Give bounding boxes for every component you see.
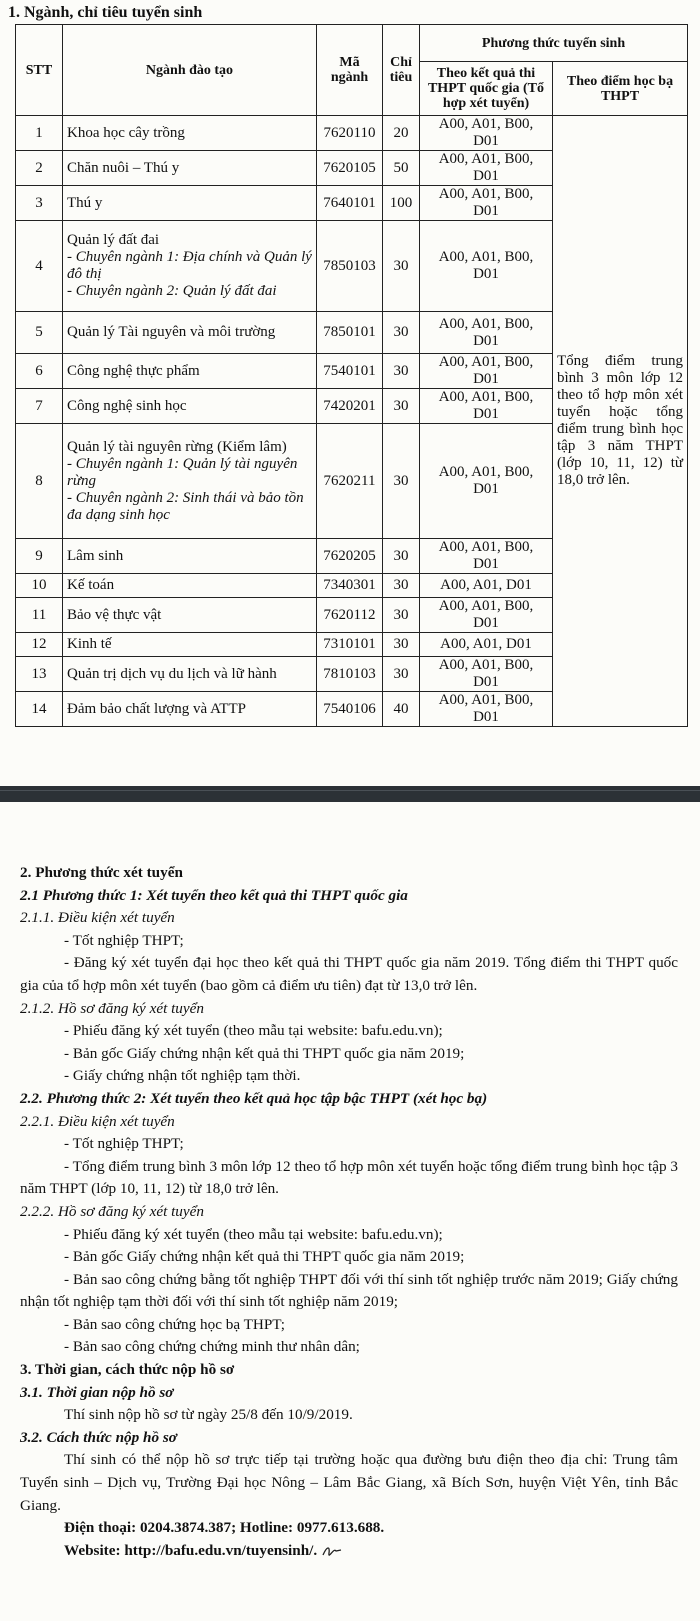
header-nganh: Ngành đào tạo [63, 25, 317, 116]
row-combo: A00, A01, B00, D01 [420, 539, 553, 574]
row-combo: A00, A01, B00, D01 [420, 312, 553, 354]
row-combo: A00, A01, B00, D01 [420, 692, 553, 727]
row-stt: 6 [16, 354, 63, 389]
row-quota: 30 [383, 633, 420, 657]
row-quota: 30 [383, 354, 420, 389]
row-name [63, 692, 317, 727]
method-2-1-item: - Tổng điểm trung bình 3 môn lớp 12 theo tổ hợp môn xét tuyển hoặc tổng điểm trung bình học tập 3 năm THPT (lớp 10, 11, 12) từ 18,0 trở lên. [20, 1157, 678, 1198]
row-name [63, 657, 317, 692]
row-name-text: Thú y [67, 194, 103, 211]
row-quota: 30 [383, 657, 420, 692]
row-code: 7850101 [317, 312, 383, 354]
method-1-1-item: - Đăng ký xét tuyển đại học theo kết quả thi THPT quốc gia năm 2019. Tổng điểm thi THPT quốc gia của tổ hợp môn xét tuyển (bao gồm cả điểm ưu tiên) đạt từ 13,0 trở lên. [20, 954, 678, 994]
row-name-text: Kinh tế [67, 636, 112, 652]
row-name [63, 116, 317, 151]
header-stt: STT [16, 25, 63, 116]
method-2-2-item: - Bản sao công chứng học bạ THPT; [64, 1315, 285, 1333]
row-code: 7850103 [317, 221, 383, 312]
page-divider-line [0, 790, 700, 791]
row-combo: A00, A01, D01 [420, 633, 553, 657]
row-combo: A00, A01, B00, D01 [420, 221, 553, 312]
row-name [63, 424, 317, 539]
row-name [63, 633, 317, 657]
row-combo: A00, A01, B00, D01 [420, 151, 553, 186]
document-page-1 [0, 0, 700, 785]
section-1-title: 1. Ngành, chỉ tiêu tuyển sinh [8, 4, 203, 21]
row-name-text: Bảo vệ thực vật [67, 606, 162, 623]
table-row [16, 116, 688, 151]
row-stt: 2 [16, 151, 63, 186]
row-quota: 40 [383, 692, 420, 727]
contact-website [20, 1540, 678, 1563]
row-quota: 30 [383, 539, 420, 574]
signature-icon [321, 1544, 343, 1558]
document-page-2 [0, 802, 700, 1621]
row-code: 7620211 [317, 424, 383, 539]
method-1-title: 2.1 Phương thức 1: Xét tuyển theo kết quả thi THPT quốc gia [20, 886, 408, 904]
row-quota: 30 [383, 389, 420, 424]
method-1-2-item: - Bản gốc Giấy chứng nhận kết quả thi THPT quốc gia năm 2019; [64, 1044, 465, 1062]
row-stt: 8 [16, 424, 63, 539]
row-combo: A00, A01, B00, D01 [420, 657, 553, 692]
row-stt: 5 [16, 312, 63, 354]
row-name-text: Công nghệ sinh học [67, 397, 187, 414]
row-combo: A00, A01, B00, D01 [420, 598, 553, 633]
method-1-2-item: - Phiếu đăng ký xét tuyển (theo mẫu tại website: bafu.edu.vn); [64, 1022, 443, 1040]
row-stt: 11 [16, 598, 63, 633]
row-combo: A00, A01, B00, D01 [420, 389, 553, 424]
row-quota: 30 [383, 312, 420, 354]
row-name-text: Lâm sinh [67, 547, 124, 564]
website-label: Website: [64, 1541, 121, 1559]
method-1-1-item: - Tốt nghiệp THPT; [64, 931, 184, 949]
time-title: 3.1. Thời gian nộp hồ sơ [20, 1383, 174, 1401]
row-combo: A00, A01, B00, D01 [420, 116, 553, 151]
contact-phone [20, 1517, 678, 1540]
row-stt: 7 [16, 389, 63, 424]
method-submit-title: 3.2. Cách thức nộp hồ sơ [20, 1428, 177, 1446]
row-name-text: Đảm bảo chất lượng và ATTP [67, 700, 246, 717]
method-1-1-title: 2.1.1. Điều kiện xét tuyển [20, 909, 175, 927]
method-2-title: 2.2. Phương thức 2: Xét tuyển theo kết quả học tập bậc THPT (xét học bạ) [20, 1089, 488, 1107]
row-name [63, 598, 317, 633]
row-subspecialty: - Chuyên ngành 1: Quản lý tài nguyên rừng [67, 455, 298, 489]
method-2-2-item: - Bản sao công chứng bằng tốt nghiệp THPT đối với thí sinh tốt nghiệp trước năm 2019; Giấy chứng nhận tốt nghiệp tạm thời đối với thí sinh tốt nghiệp năm 2019; [20, 1270, 678, 1311]
row-combo: A00, A01, B00, D01 [420, 186, 553, 221]
header-thpt: Theo kết quả thi THPT quốc gia (Tổ hợp xét tuyển) [420, 62, 553, 116]
time-text: Thí sinh nộp hồ sơ từ ngày 25/8 đến 10/9/2019. [64, 1406, 353, 1424]
row-code: 7620205 [317, 539, 383, 574]
row-name-text: Kế toán [67, 577, 115, 593]
phone-label: Điện thoại: [64, 1519, 137, 1537]
row-subspecialty: - Chuyên ngành 2: Quản lý đất đai [67, 283, 277, 299]
row-name-text: Công nghệ thực phẩm [67, 362, 200, 379]
row-subspecialty: - Chuyên ngành 1: Địa chính và Quản lý đô thị [67, 249, 312, 282]
row-name [63, 539, 317, 574]
row-stt: 14 [16, 692, 63, 727]
method-2-2-item: - Bản sao công chứng chứng minh thư nhân dân; [64, 1338, 360, 1356]
row-name [63, 389, 317, 424]
row-quota: 20 [383, 116, 420, 151]
row-name-text: Quản trị dịch vụ du lịch và lữ hành [67, 665, 277, 682]
row-code: 7540101 [317, 354, 383, 389]
row-name-text: Chăn nuôi – Thú y [67, 159, 180, 176]
phone-value: 0204.3874.387; Hotline: 0977.613.688. [139, 1519, 385, 1537]
section-2-title: 2. Phương thức xét tuyển [20, 864, 183, 881]
row-code: 7420201 [317, 389, 383, 424]
row-name [63, 574, 317, 598]
row-combo: A00, A01, B00, D01 [420, 424, 553, 539]
row-stt: 4 [16, 221, 63, 312]
hoc-ba-criteria: Tổng điểm trung bình 3 môn lớp 12 theo tổ hợp môn xét tuyển hoặc tổng điểm trung bình học tập 3 năm THPT (lớp 10, 11, 12) từ 18,0 trở lên. [553, 116, 688, 727]
row-name [63, 151, 317, 186]
header-phuong-thuc: Phương thức tuyển sinh [420, 25, 688, 62]
row-combo: A00, A01, B00, D01 [420, 354, 553, 389]
row-quota: 30 [383, 598, 420, 633]
header-ma-nganh: Mã ngành [317, 25, 383, 116]
method-submit-text: Thí sinh có thể nộp hồ sơ trực tiếp tại trường hoặc qua đường bưu điện theo địa chỉ: Trung tâm Tuyển sinh – Dịch vụ, Trường Đại học Nông – Lâm Bắc Giang, xã Bích Sơn, huyện Việt Yên, tỉnh Bắc Giang. [20, 1451, 678, 1514]
row-quota: 30 [383, 221, 420, 312]
row-code: 7540106 [317, 692, 383, 727]
row-name [63, 312, 317, 354]
website-value[interactable]: http://bafu.edu.vn/tuyensinh/. [124, 1541, 318, 1559]
row-stt: 12 [16, 633, 63, 657]
row-quota: 50 [383, 151, 420, 186]
row-name-text: Quản lý đất đai [67, 232, 160, 248]
row-code: 7620105 [317, 151, 383, 186]
page-divider [0, 786, 700, 802]
row-stt: 3 [16, 186, 63, 221]
row-name [63, 186, 317, 221]
row-name [63, 221, 317, 312]
row-code: 7620110 [317, 116, 383, 151]
header-chi-tieu: Chỉ tiêu [383, 25, 420, 116]
method-2-2-item: - Phiếu đăng ký xét tuyển (theo mẫu tại website: bafu.edu.vn); [64, 1225, 443, 1243]
row-name [63, 354, 317, 389]
method-2-1-title: 2.2.1. Điều kiện xét tuyển [20, 1112, 175, 1130]
admission-table [15, 24, 688, 727]
header-hoc-ba: Theo điểm học bạ THPT [553, 62, 688, 116]
row-stt: 9 [16, 539, 63, 574]
method-2-1-item: - Tốt nghiệp THPT; [64, 1135, 184, 1153]
method-1-2-item: - Giấy chứng nhận tốt nghiệp tạm thời. [64, 1067, 301, 1085]
row-stt: 13 [16, 657, 63, 692]
row-code: 7810103 [317, 657, 383, 692]
row-code: 7340301 [317, 574, 383, 598]
row-quota: 30 [383, 574, 420, 598]
row-name-text: Quản lý tài nguyên rừng (Kiểm lâm) [67, 438, 287, 455]
row-name-text: Quản lý Tài nguyên và môi trường [67, 324, 276, 340]
row-quota: 100 [383, 186, 420, 221]
row-stt: 1 [16, 116, 63, 151]
row-quota: 30 [383, 424, 420, 539]
row-code: 7310101 [317, 633, 383, 657]
method-2-2-title: 2.2.2. Hồ sơ đăng ký xét tuyển [20, 1202, 204, 1220]
row-subspecialty: - Chuyên ngành 2: Sinh thái và bảo tồn đa dạng sinh học [67, 489, 304, 523]
method-1-2-title: 2.1.2. Hồ sơ đăng ký xét tuyển [20, 999, 204, 1017]
row-name-text: Khoa học cây trồng [67, 124, 185, 141]
row-code: 7640101 [317, 186, 383, 221]
method-2-2-item: - Bản gốc Giấy chứng nhận kết quả thi THPT quốc gia năm 2019; [64, 1248, 465, 1266]
section-3-title: 3. Thời gian, cách thức nộp hồ sơ [20, 1361, 235, 1379]
row-combo: A00, A01, D01 [420, 574, 553, 598]
row-stt: 10 [16, 574, 63, 598]
document-body [20, 862, 678, 1562]
table-body [16, 116, 688, 727]
row-code: 7620112 [317, 598, 383, 633]
